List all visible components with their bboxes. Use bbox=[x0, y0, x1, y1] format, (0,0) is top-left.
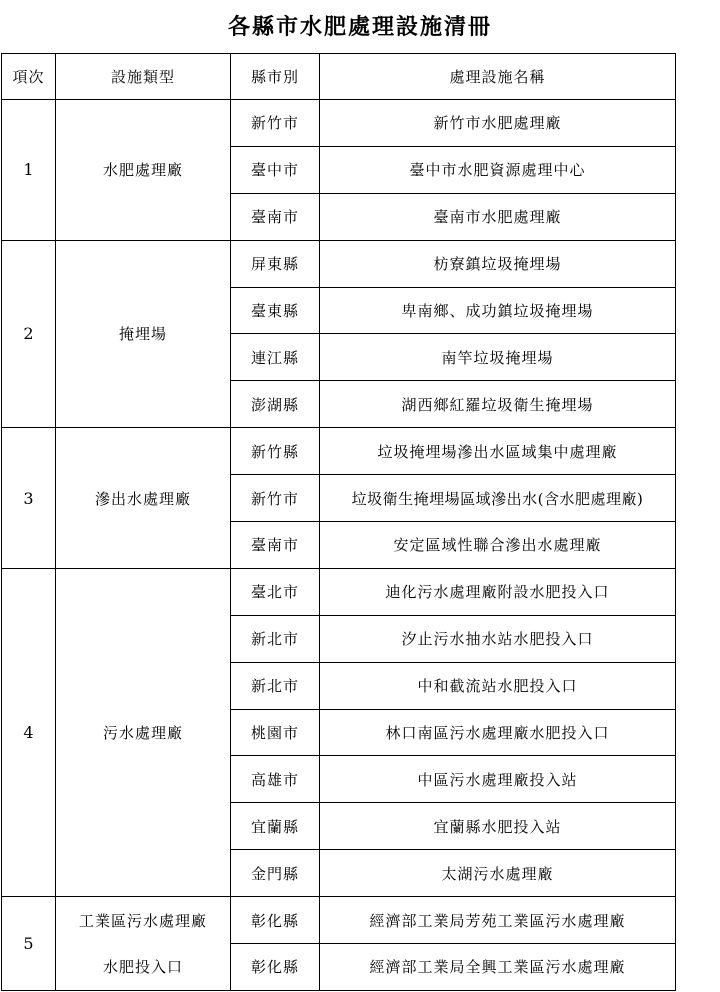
facility-name-cell: 湖西鄉紅羅垃圾衛生掩埋場 bbox=[320, 381, 676, 428]
county-cell: 新北市 bbox=[231, 662, 320, 709]
facility-name-cell: 中區污水處理廠投入站 bbox=[320, 756, 676, 803]
county-cell: 高雄市 bbox=[231, 756, 320, 803]
county-cell: 宜蘭縣 bbox=[231, 803, 320, 850]
facility-name-cell: 臺中市水肥資源處理中心 bbox=[320, 146, 676, 193]
facility-name-cell: 太湖污水處理廠 bbox=[320, 850, 676, 897]
county-cell: 彰化縣 bbox=[231, 897, 320, 944]
facility-name-cell: 宜蘭縣水肥投入站 bbox=[320, 803, 676, 850]
header-name: 處理設施名稱 bbox=[320, 54, 676, 100]
county-cell: 屏東縣 bbox=[231, 240, 320, 287]
item-number: 1 bbox=[2, 100, 56, 241]
facility-type-line: 工業區污水處理廠 bbox=[78, 912, 207, 931]
document-title: 各縣市水肥處理設施清冊 bbox=[227, 14, 492, 40]
table-row bbox=[2, 568, 676, 615]
header-type: 設施類型 bbox=[56, 54, 231, 100]
facility-type bbox=[56, 897, 231, 991]
facility-name-cell: 枋寮鎮垃圾掩埋場 bbox=[320, 240, 676, 287]
item-number: 5 bbox=[2, 897, 56, 991]
county-cell: 彰化縣 bbox=[231, 944, 320, 991]
facility-name-cell: 卑南鄉、成功鎮垃圾掩埋場 bbox=[320, 287, 676, 334]
facility-name-cell: 臺南市水肥處理廠 bbox=[320, 193, 676, 240]
facility-type: 污水處理廠 bbox=[56, 568, 231, 896]
facility-name-cell: 迪化污水處理廠附設水肥投入口 bbox=[320, 568, 676, 615]
county-cell: 臺北市 bbox=[231, 568, 320, 615]
county-cell: 澎湖縣 bbox=[231, 381, 320, 428]
facility-name-cell: 經濟部工業局全興工業區污水處理廠 bbox=[320, 944, 676, 991]
table-row bbox=[2, 240, 676, 287]
county-cell: 新竹市 bbox=[231, 475, 320, 522]
facility-name-cell: 中和截流站水肥投入口 bbox=[320, 662, 676, 709]
facility-name-cell: 經濟部工業局芳苑工業區污水處理廠 bbox=[320, 897, 676, 944]
item-number: 4 bbox=[2, 568, 56, 896]
facility-name-cell: 垃圾衛生掩埋場區域滲出水(含水肥處理廠) bbox=[320, 475, 676, 522]
table-row bbox=[2, 897, 676, 944]
facility-name-cell: 垃圾掩埋場滲出水區域集中處理廠 bbox=[320, 428, 676, 475]
header-no: 項次 bbox=[2, 54, 56, 100]
county-cell: 連江縣 bbox=[231, 334, 320, 381]
facility-table bbox=[1, 53, 676, 991]
county-cell: 新北市 bbox=[231, 615, 320, 662]
facility-type: 掩埋場 bbox=[56, 240, 231, 428]
facility-name-cell: 新竹市水肥處理廠 bbox=[320, 100, 676, 147]
county-cell: 新竹市 bbox=[231, 100, 320, 147]
county-cell: 臺南市 bbox=[231, 193, 320, 240]
facility-type: 滲出水處理廠 bbox=[56, 428, 231, 569]
facility-name-cell: 安定區域性聯合滲出水處理廠 bbox=[320, 522, 676, 569]
county-cell: 桃園市 bbox=[231, 709, 320, 756]
facility-type: 水肥處理廠 bbox=[56, 100, 231, 241]
header-county: 縣市別 bbox=[231, 54, 320, 100]
facility-type-line: 水肥投入口 bbox=[102, 958, 183, 977]
county-cell: 金門縣 bbox=[231, 850, 320, 897]
facility-name-cell: 林口南區污水處理廠水肥投入口 bbox=[320, 709, 676, 756]
county-cell: 臺東縣 bbox=[231, 287, 320, 334]
table-row bbox=[2, 100, 676, 147]
facility-name-cell: 南竿垃圾掩埋場 bbox=[320, 334, 676, 381]
county-cell: 新竹縣 bbox=[231, 428, 320, 475]
table-row bbox=[2, 428, 676, 475]
item-number: 2 bbox=[2, 240, 56, 428]
table-header-row bbox=[2, 54, 676, 100]
county-cell: 臺南市 bbox=[231, 522, 320, 569]
item-number: 3 bbox=[2, 428, 56, 569]
facility-name-cell: 汐止污水抽水站水肥投入口 bbox=[320, 615, 676, 662]
county-cell: 臺中市 bbox=[231, 146, 320, 193]
